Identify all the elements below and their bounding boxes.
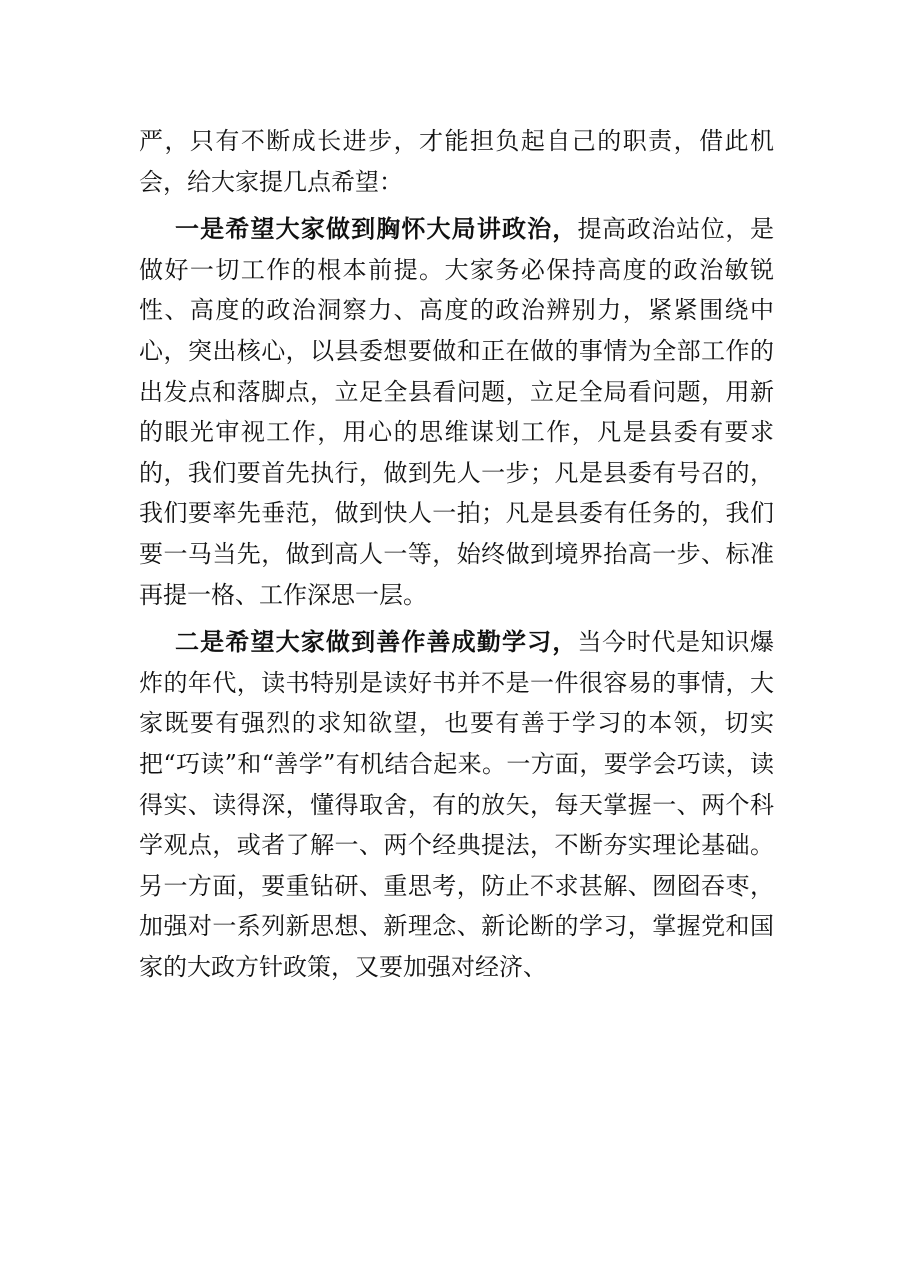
paragraph-intro-text: 严，只有不断成长进步，才能担负起自己的职责，借此机会，给大家提几点希望： (139, 127, 774, 196)
paragraph-learning (139, 622, 774, 987)
paragraph-intro (139, 121, 774, 202)
paragraph-gap (139, 615, 774, 622)
document-body (139, 121, 774, 987)
paragraph-gap (139, 202, 774, 209)
paragraph-politics-text: 提高政治站位，是做好一切工作的根本前提。大家务必保持高度的政治敏锐性、高度的政治洞察力、高度的政治辨别力，紧紧围绕中心，突出核心，以县委想要做和正在做的事情为全部工作的出发点和落脚点，立足全县看问题，立足全局看问题，用新的眼光审视工作，用心的思维谋划工作，凡是县委有要求的，我们要首先执行，做到先人一步；凡是县委有号召的，我们要率先垂范，做到快人一拍；凡是县委有任务的，我们要一马当先，做到高人一等，始终做到境界抬高一步、标准再提一格、工作深思一层。 (139, 215, 775, 609)
paragraph-politics (139, 209, 774, 615)
paragraph-politics-heading: 一是希望大家做到胸怀大局讲政治， (175, 215, 578, 244)
paragraph-learning-heading: 二是希望大家做到善作善成勤学习， (175, 628, 578, 657)
paragraph-learning-text: 当今时代是知识爆炸的年代，读书特别是读好书并不是一件很容易的事情，大家既要有强烈的求知欲望，也要有善于学习的本领，切实把“巧读”和“善学”有机结合起来。一方面，要学会巧读，读得实、读得深，懂得取舍，有的放矢，每天掌握一、两个科学观点，或者了解一、两个经典提法，不断夯实理论基础。另一方面，要重钻研、重思考，防止不求甚解、囫囵吞枣，加强对一系列新思想、新理念、新论断的学习，掌握党和国家的大政方针政策，又要加强对经济、 (139, 628, 775, 981)
